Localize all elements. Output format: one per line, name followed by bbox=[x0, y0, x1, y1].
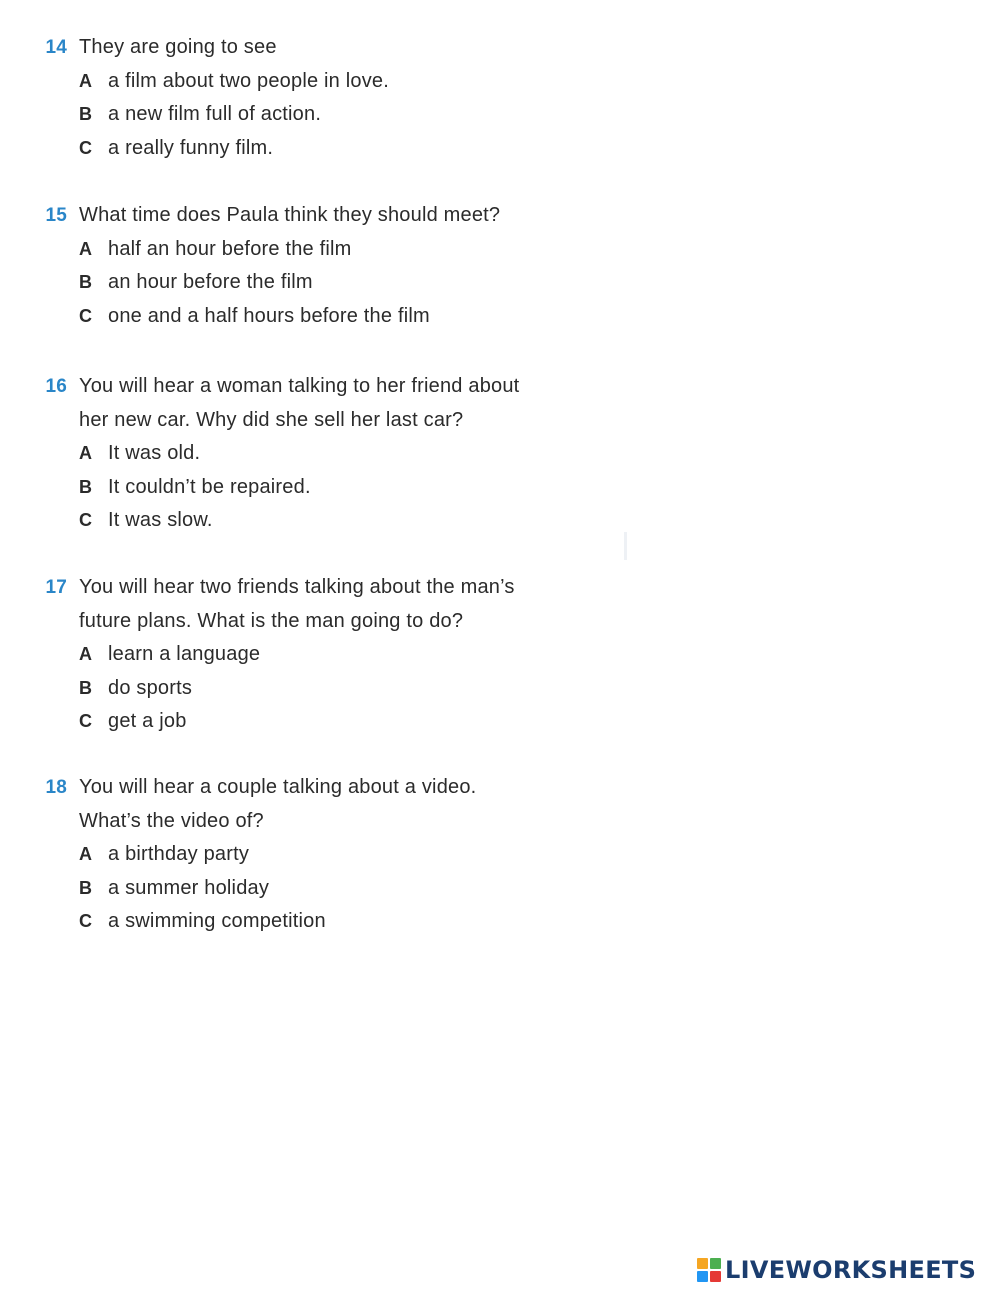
option-letter: B bbox=[79, 104, 93, 124]
option-text: a birthday party bbox=[108, 843, 250, 865]
question-line bbox=[0, 31, 640, 65]
question-text: What time does Paula think they should meet? bbox=[79, 204, 501, 226]
option-text: a summer holiday bbox=[108, 876, 270, 899]
question-line bbox=[0, 199, 640, 233]
question-text: You will hear a woman talking to her friend about bbox=[79, 375, 520, 397]
option-letter: A bbox=[79, 238, 93, 259]
option-c[interactable] bbox=[0, 705, 640, 739]
question-number: 15 bbox=[45, 205, 67, 226]
option-a[interactable] bbox=[0, 233, 640, 267]
question-line bbox=[0, 805, 640, 839]
option-letter: A bbox=[79, 70, 93, 91]
option-c[interactable] bbox=[0, 300, 640, 334]
option-text: one and a half hours before the film bbox=[108, 304, 430, 327]
option-letter: B bbox=[79, 677, 93, 698]
option-b[interactable] bbox=[0, 872, 640, 906]
option-a[interactable] bbox=[0, 638, 640, 672]
question-line bbox=[0, 370, 640, 404]
question-text: her new car. Why did she sell her last car? bbox=[79, 408, 464, 431]
option-letter: B bbox=[79, 272, 93, 292]
option-text: a new film full of action. bbox=[108, 103, 322, 125]
question-text: What’s the video of? bbox=[79, 809, 264, 832]
option-text: get a job bbox=[108, 710, 187, 732]
option-letter: C bbox=[79, 137, 93, 158]
option-text: a really funny film. bbox=[108, 136, 274, 159]
option-letter: C bbox=[79, 911, 93, 931]
question-15 bbox=[0, 199, 640, 333]
option-a[interactable] bbox=[0, 65, 640, 99]
logo-square-icon bbox=[710, 1258, 721, 1269]
option-c[interactable] bbox=[0, 132, 640, 166]
question-text: future plans. What is the man going to do? bbox=[79, 609, 464, 632]
option-a[interactable] bbox=[0, 437, 640, 471]
question-14 bbox=[0, 31, 640, 165]
question-17 bbox=[0, 571, 640, 739]
option-text: It couldn’t be repaired. bbox=[108, 475, 311, 498]
option-text: an hour before the film bbox=[108, 271, 313, 293]
option-letter: B bbox=[79, 877, 93, 898]
question-text: You will hear a couple talking about a video. bbox=[79, 776, 477, 798]
option-letter: A bbox=[79, 844, 93, 864]
option-text: a film about two people in love. bbox=[108, 69, 390, 92]
logo-square-icon bbox=[710, 1271, 721, 1282]
option-text: do sports bbox=[108, 676, 193, 699]
option-b[interactable] bbox=[0, 471, 640, 505]
question-text: They are going to see bbox=[79, 36, 277, 58]
option-letter: A bbox=[79, 644, 93, 664]
option-b[interactable] bbox=[0, 98, 640, 132]
question-18 bbox=[0, 771, 640, 939]
logo-square-icon bbox=[697, 1271, 708, 1282]
question-number: 16 bbox=[45, 376, 67, 397]
question-line bbox=[0, 771, 640, 805]
option-text: half an hour before the film bbox=[108, 237, 352, 260]
question-16 bbox=[0, 370, 640, 538]
question-number: 14 bbox=[45, 37, 67, 58]
option-a[interactable] bbox=[0, 838, 640, 872]
brand-name: LIVEWORKSHEETS bbox=[725, 1256, 977, 1284]
question-number: 17 bbox=[45, 577, 67, 598]
option-c[interactable] bbox=[0, 905, 640, 939]
option-c[interactable] bbox=[0, 504, 640, 538]
question-line bbox=[0, 571, 640, 605]
question-text: You will hear two friends talking about the man’s bbox=[79, 576, 515, 598]
option-text: It was slow. bbox=[108, 509, 213, 531]
question-line bbox=[0, 404, 640, 438]
option-letter: B bbox=[79, 476, 93, 497]
option-text: learn a language bbox=[108, 643, 261, 665]
option-b[interactable] bbox=[0, 672, 640, 706]
liveworksheets-brand[interactable] bbox=[697, 1255, 976, 1285]
option-letter: A bbox=[79, 443, 93, 463]
option-letter: C bbox=[79, 305, 93, 326]
option-b[interactable] bbox=[0, 266, 640, 300]
liveworksheets-logo-icon bbox=[697, 1258, 721, 1282]
question-line bbox=[0, 605, 640, 639]
option-text: a swimming competition bbox=[108, 910, 326, 932]
question-number: 18 bbox=[45, 777, 67, 798]
option-letter: C bbox=[79, 510, 93, 530]
logo-square-icon bbox=[697, 1258, 708, 1269]
option-letter: C bbox=[79, 711, 93, 731]
option-text: It was old. bbox=[108, 442, 201, 464]
